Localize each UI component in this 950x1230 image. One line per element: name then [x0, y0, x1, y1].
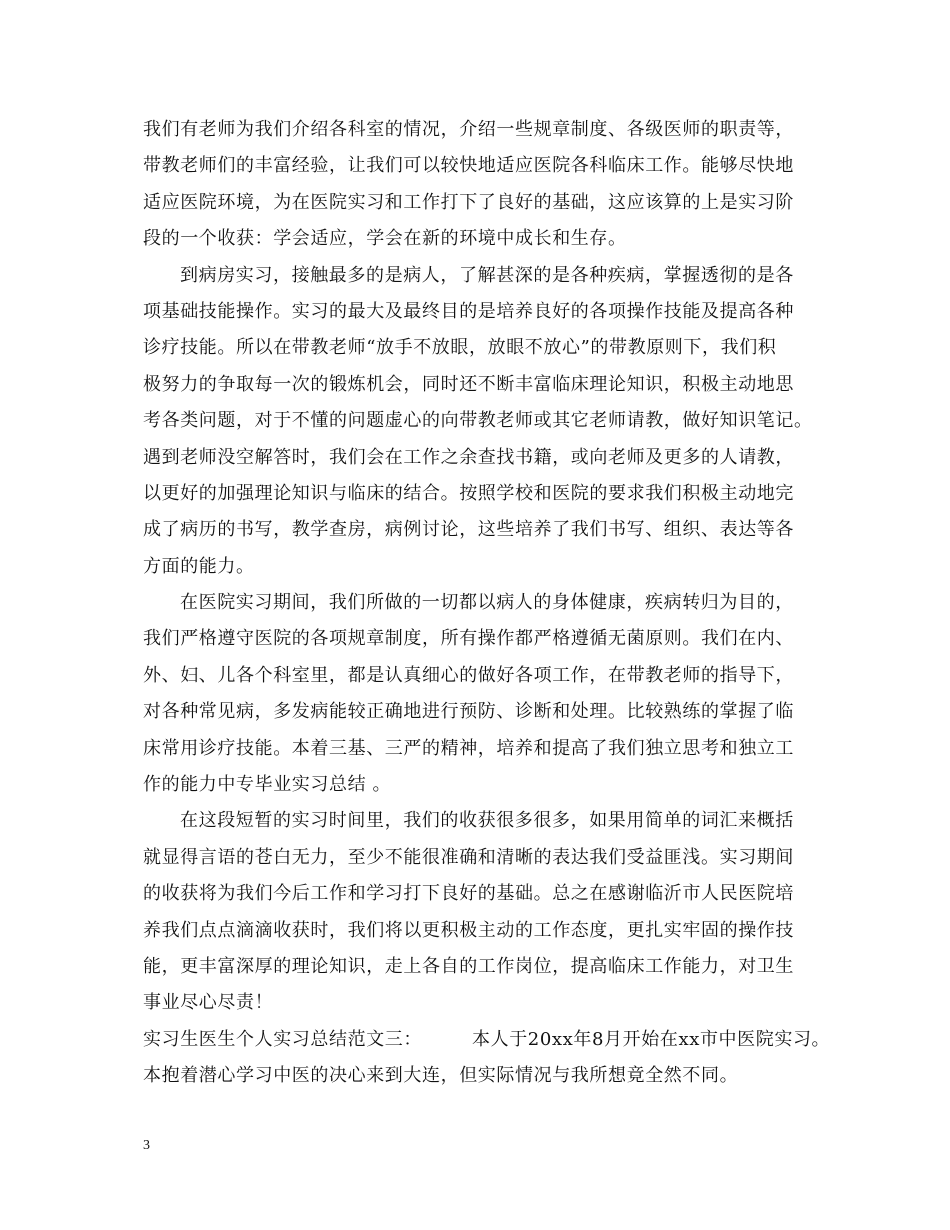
- text-line: 外、妇、儿各个科室里，都是认真细心的做好各项工作，在带教老师的指导下，: [143, 664, 794, 686]
- text-line: 考各类问题，对于不懂的问题虚心的向带教老师或其它老师请教，做好知识笔记。: [143, 410, 813, 432]
- text-line: 对各种常见病，多发病能较正确地进行预防、诊断和处理。比较熟练的掌握了临: [143, 701, 794, 723]
- paragraph-3: [143, 585, 823, 803]
- text-line: 段的一个收获：学会适应，学会在新的环境中成长和生存。: [143, 228, 627, 250]
- text-line: 适应医院环境，为在医院实习和工作打下了良好的基础，这应该算的上是实习阶: [143, 191, 794, 213]
- text-line: 到病房实习，接触最多的是病人，了解甚深的是各种疾病，掌握透彻的是各: [180, 264, 794, 286]
- text-line: 遇到老师没空解答时，我们会在工作之余查找书籍，或向老师及更多的人请教，: [143, 446, 794, 468]
- text-line: 项基础技能操作。实习的最大及最终目的是培养良好的各项操作技能及提高各种: [143, 300, 794, 322]
- text-line: 以更好的加强理论知识与临床的结合。按照学校和医院的要求我们积极主动地完: [143, 482, 794, 504]
- paragraph-2: [143, 258, 823, 586]
- text-line: 养我们点点滴滴收获时，我们将以更积极主动的工作态度，更扎实牢固的操作技: [143, 919, 794, 941]
- text-line: 作的能力中专毕业实习总结 。: [143, 774, 392, 796]
- text-line: 在医院实习期间，我们所做的一切都以病人的身体健康，疾病转归为目的，: [180, 592, 794, 614]
- text-line: 我们有老师为我们介绍各科室的情况，介绍一些规章制度、各级医师的职责等，: [143, 119, 794, 140]
- document-body: [143, 112, 831, 1095]
- paragraph-1: [143, 112, 823, 258]
- section-heading-line: [143, 1022, 831, 1058]
- text-line: 极努力的争取每一次的锻炼机会，同时还不断丰富临床理论知识，积极主动地思: [143, 373, 794, 395]
- text-line: 事业尽心尽责！: [143, 992, 274, 1014]
- text-line: 本抱着潜心学习中医的决心来到大连，但实际情况与我所想竟全然不同。: [143, 1065, 739, 1087]
- text-line: 在这段短暂的实习时间里，我们的收获很多很多，如果用简单的词汇来概括: [180, 810, 794, 832]
- text-line: 方面的能力。: [143, 555, 255, 577]
- text-line: 的收获将为我们今后工作和学习打下良好的基础。总之在感谢临沂市人民医院培: [143, 883, 794, 905]
- text-line: 能，更丰富深厚的理论知识，走上各自的工作岗位，提高临床工作能力，对卫生: [143, 955, 794, 977]
- section-heading-label: 实习生医生个人实习总结范文三：: [143, 1028, 422, 1050]
- text-line: 床常用诊疗技能。本着三基、三严的精神，培养和提高了我们独立思考和独立工: [143, 737, 794, 759]
- text-line: 成了病历的书写，教学查房，病例讨论，这些培养了我们书写、组织、表达等各: [143, 519, 794, 541]
- paragraph-4: [143, 803, 823, 1021]
- text-line: 诊疗技能。所以在带教老师“放手不放眼，放眼不放心”的带教原则下，我们积: [143, 337, 777, 359]
- text-line: 就显得言语的苍白无力，至少不能很准确和清晰的表达我们受益匪浅。实习期间: [143, 846, 794, 868]
- text-line: 我们严格遵守医院的各项规章制度，所有操作都严格遵循无菌原则。我们在内、: [143, 628, 794, 650]
- text-line: 带教老师们的丰富经验，让我们可以较快地适应医院各科临床工作。能够尽快地: [143, 155, 794, 177]
- section-heading-text: 本人于20xx年8月开始在xx市中医院实习。: [472, 1028, 831, 1050]
- page-number: 3: [143, 1138, 150, 1153]
